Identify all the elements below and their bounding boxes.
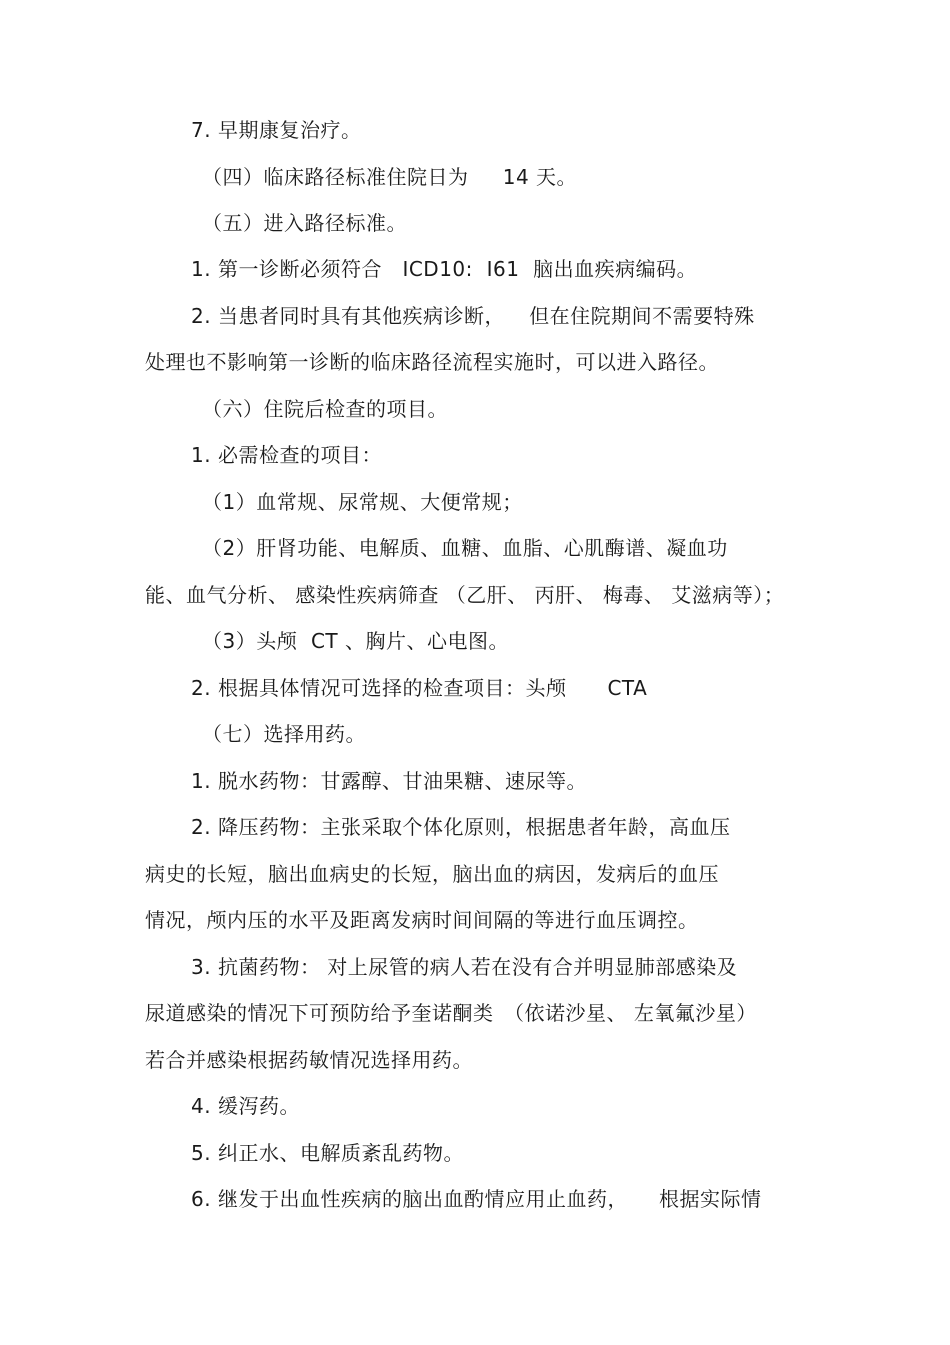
text-line: 能、血气分析、 感染性疾病筛查 （乙肝、 丙肝、 梅毒、 艾滋病等）； bbox=[145, 583, 785, 607]
text-line: （七）选择用药。 bbox=[202, 722, 366, 746]
text-line: （四）临床路径标准住院日为 14 天。 bbox=[202, 165, 578, 189]
text-line: 1. 必需检查的项目： bbox=[191, 443, 382, 467]
text-line: 5. 纠正水、电解质紊乱药物。 bbox=[191, 1141, 464, 1165]
text-line: 7. 早期康复治疗。 bbox=[191, 118, 362, 142]
text-line: （五）进入路径标准。 bbox=[202, 211, 407, 235]
text-line: 1. 第一诊断必须符合 ICD10: I61 脑出血疾病编码。 bbox=[191, 257, 698, 281]
text-line: （六）住院后检查的项目。 bbox=[202, 397, 448, 421]
text-line: 2. 当患者同时具有其他疾病诊断， 但在住院期间不需要特殊 bbox=[191, 304, 755, 328]
text-line: 处理也不影响第一诊断的临床路径流程实施时，可以进入路径。 bbox=[145, 350, 719, 374]
text-line: 若合并感染根据药敏情况选择用药。 bbox=[145, 1048, 473, 1072]
text-line: 3. 抗菌药物： 对上尿管的病人若在没有合并明显肺部感染及 bbox=[191, 955, 738, 979]
text-line: （3）头颅 CT 、胸片、心电图。 bbox=[202, 629, 509, 653]
text-line: （2）肝肾功能、电解质、血糖、血脂、心肌酶谱、凝血功 bbox=[202, 536, 728, 560]
text-line: 病史的长短，脑出血病史的长短，脑出血的病因，发病后的血压 bbox=[145, 862, 719, 886]
text-line: 2. 降压药物：主张采取个体化原则，根据患者年龄，高血压 bbox=[191, 815, 731, 839]
text-line: 尿道感染的情况下可预防给予奎诺酮类 （依诺沙星、 左氧氟沙星） bbox=[145, 1001, 757, 1025]
text-line: （1）血常规、尿常规、大便常规； bbox=[202, 490, 523, 514]
text-line: 1. 脱水药物：甘露醇、甘油果糖、速尿等。 bbox=[191, 769, 587, 793]
text-line: 2. 根据具体情况可选择的检查项目：头颅 CTA bbox=[191, 676, 648, 700]
text-line: 6. 继发于出血性疾病的脑出血酌情应用止血药， 根据实际情 bbox=[191, 1187, 762, 1211]
text-line: 情况，颅内压的水平及距离发病时间间隔的等进行血压调控。 bbox=[145, 908, 699, 932]
text-line: 4. 缓泻药。 bbox=[191, 1094, 300, 1118]
